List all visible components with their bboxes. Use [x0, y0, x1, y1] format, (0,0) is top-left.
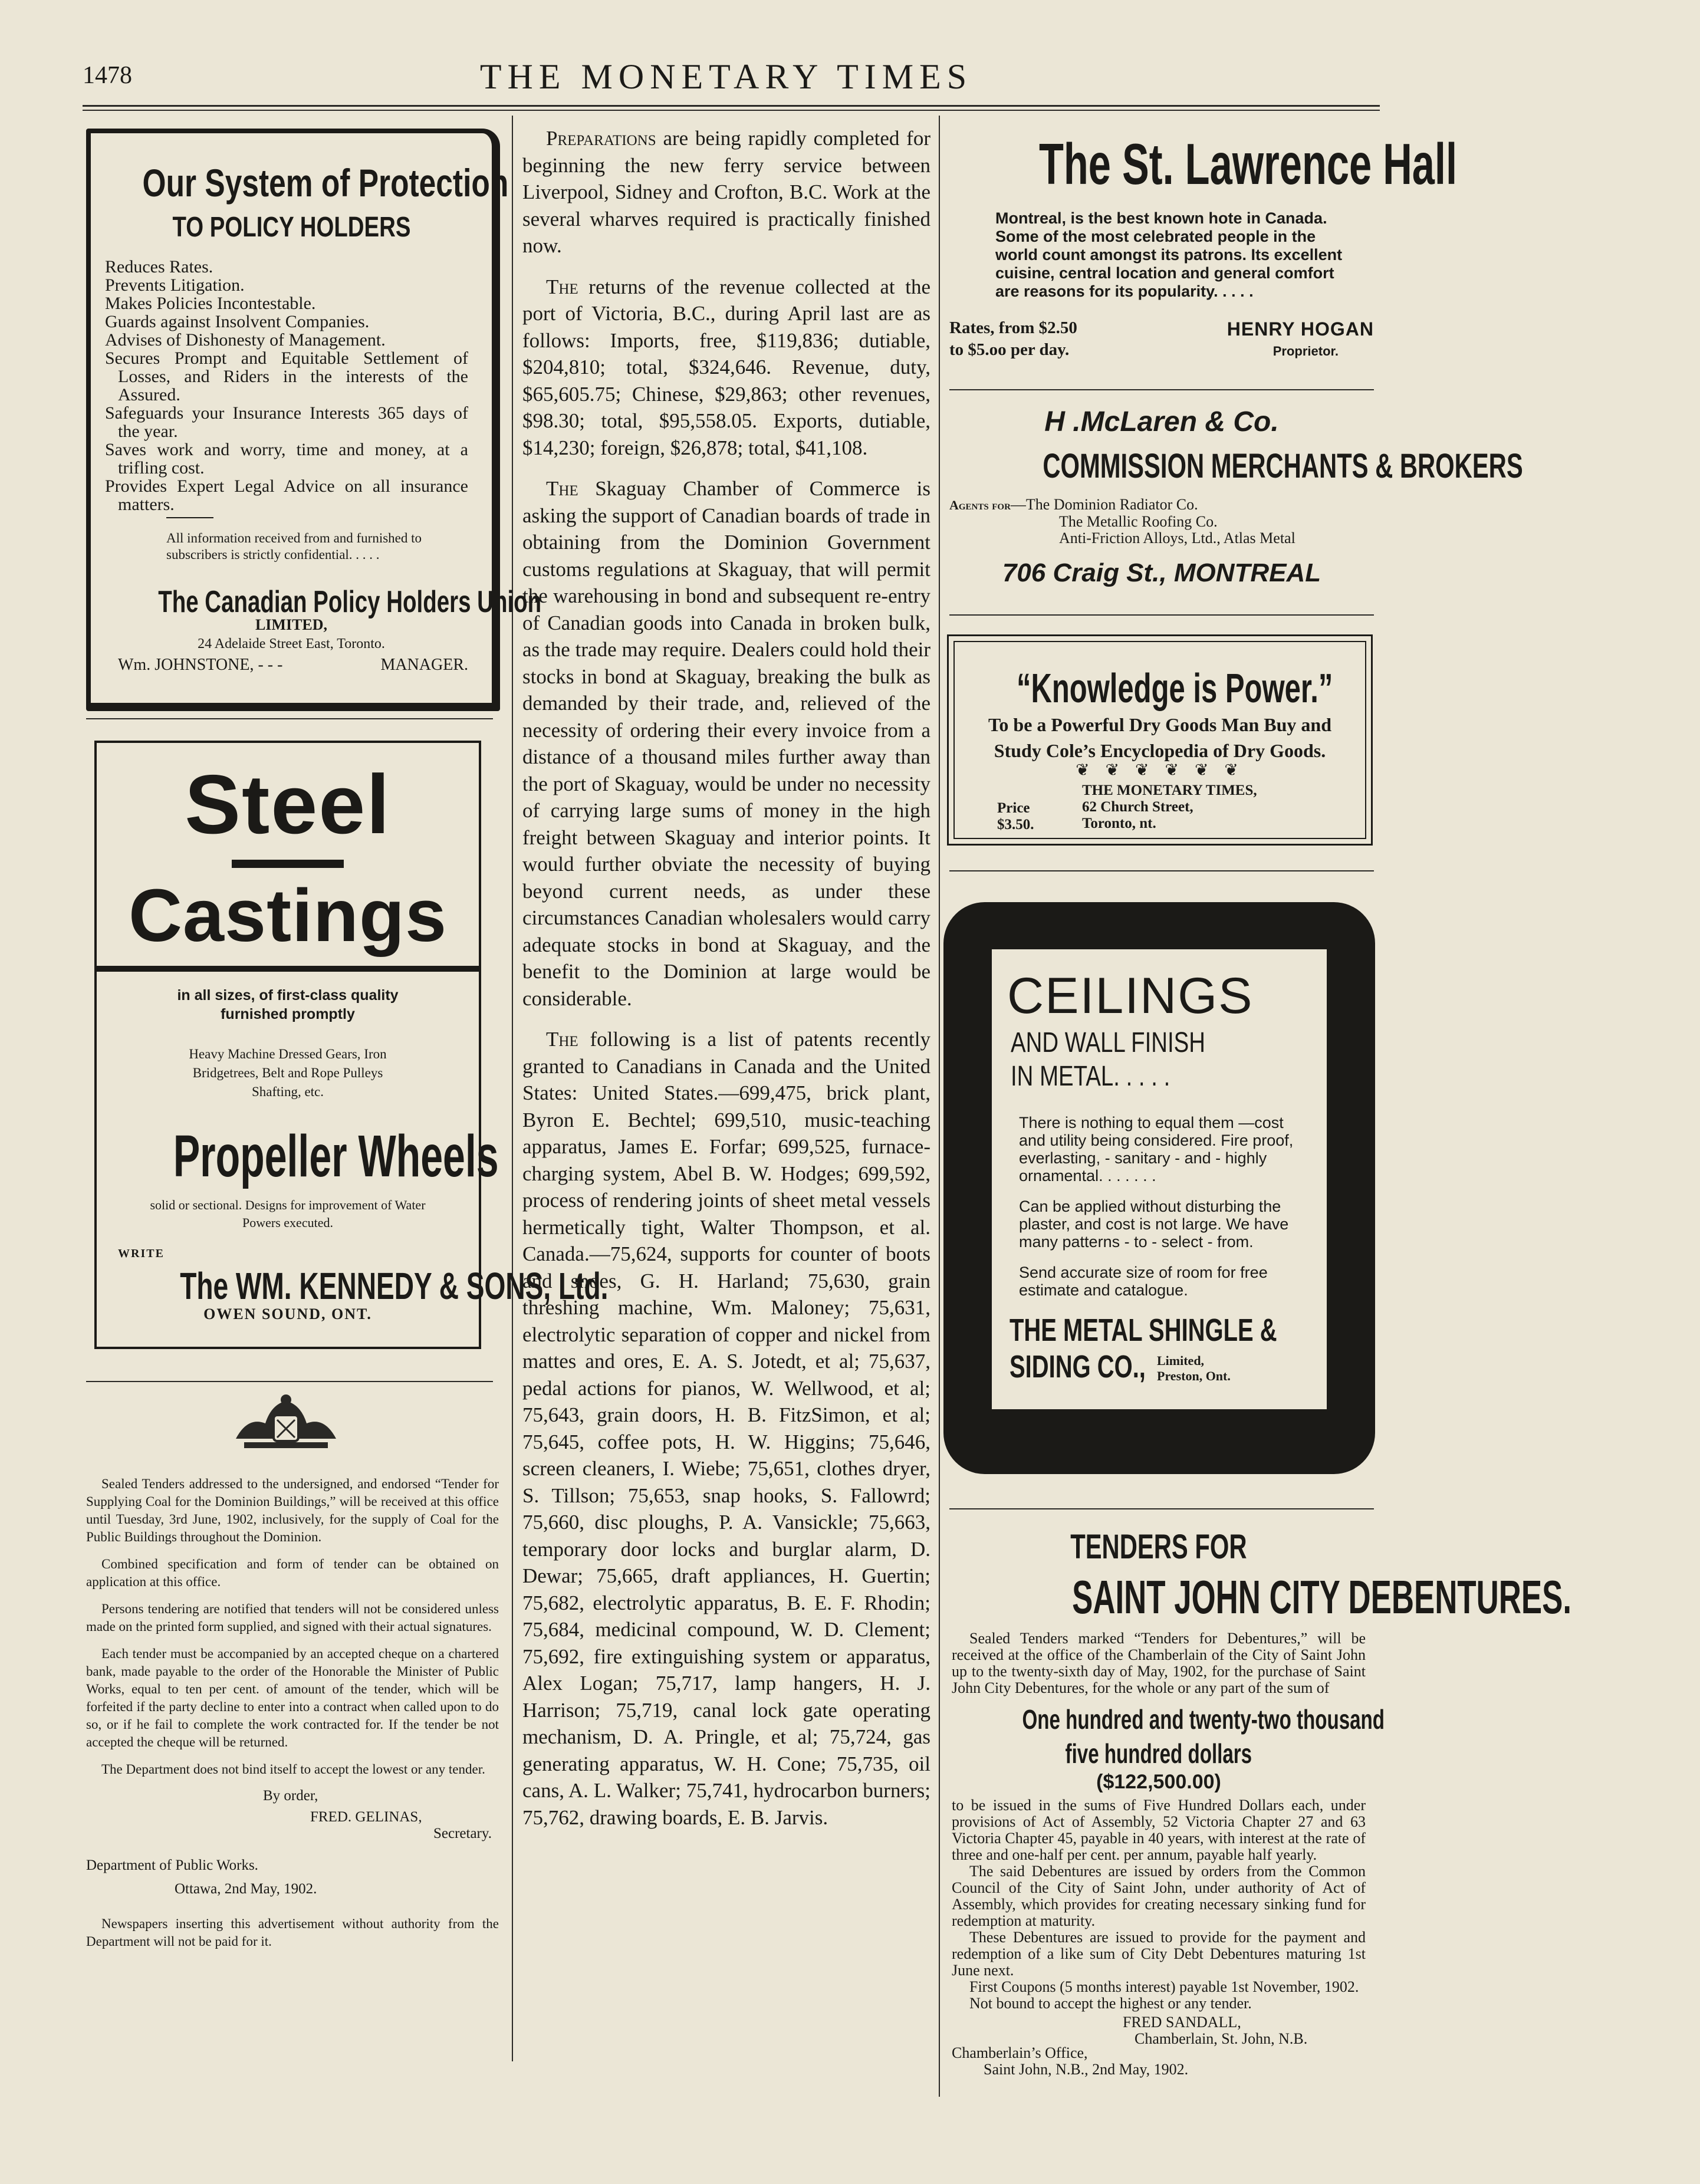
ad-mclaren-agent: —The Dominion Radiator Co. [1010, 496, 1198, 513]
ad-hall-owner-title: Proprietor. [1272, 344, 1339, 358]
ad-debentures-amount3: ($122,500.00) [1096, 1771, 1221, 1793]
masthead-title: THE MONETARY TIMES [479, 57, 973, 96]
ad-ceilings-company1: THE METAL SHINGLE & [1010, 1313, 1277, 1348]
ad-protection-address: 24 Adelaide Street East, Toronto. [198, 636, 385, 652]
ad-ceilings-sub2: IN METAL. . . . . [1011, 1061, 1170, 1092]
lead-word: The [546, 477, 578, 500]
ad-protection-limited: LIMITED, [255, 616, 328, 633]
ad-debentures-p2: to be issued in the sums of Five Hundred Dollars each, under provisions of Act of Assembly, 52 Victoria Chapter 27 and 63 Victoria Chapter 45, payable in 40 years, with interest at the rate of three and one-half per cent. per annum, payable half yearly. [952, 1797, 1366, 1863]
ad-protection-company: The Canadian Policy Holders Union [158, 585, 542, 619]
header-rule-bottom [83, 110, 1380, 111]
ad-steel-products2: solid or sectional. Designs for improvement of Water Powers executed. [150, 1198, 426, 1230]
notice-footer: Newspapers inserting this advertisement without authority from the Department will not be paid for it. [86, 1916, 499, 1949]
list-item: Provides Expert Legal Advice on all insurance matters. [105, 476, 468, 514]
notice-paragraph: Persons tendering are notified that tenders will not be considered unless made on the printed form supplied, and signed with their actual signatures. [86, 1601, 499, 1634]
ad-mclaren-tagline: COMMISSION MERCHANTS & BROKERS [1043, 447, 1523, 485]
column-divider-left [512, 116, 513, 2061]
ad-knowledge-price: $3.50. [997, 817, 1034, 833]
ad-debentures-p4: These Debentures are issued to provide for the payment and redemption of a like sum of City Debt Debentures maturing 1st June next. [952, 1929, 1366, 1979]
paragraph-text: following is a list of patents recently granted to Canadians in Canada and the United States: United States.—699,475, brick plant, Byron E. Bechtel; 699,510, music-teaching apparatus, James E. Forfar; 699,525, furnace-charging system, Abel B. W. Hodges; 699,592, process of rendering joints of sheet metal vessels hermetically tight, Walter Thompson, et al. Canada.—75,624, supports for counter of boots and shoes, G. H. Harland; 75,630, grain threshing machine, Wm. Maloney; 75,631, electrolytic separation of copper and nickel from mattes and ores, E. A. S. Jotedt, et al; 75,637, pedal actions for pianos, W. Wellwood, et al; 75,643, grain doors, H. B. FitzSimon, et al; 75,645, coffee pots, H. W. Higgins; 75,646, screen cleaners, I. Wiebe; 75,651, clothes dryer, S. Tillson; 75,653, snap hooks, S. Fallowrd; 75,660, disc ploughs, P. A. Vansickle; 75,663, temporary door locks and burglar alarm, D. Dewar; 75,665, draft appliances, H. Guertin; 75,682, electrolytic apparatus, B. E. F. Rhodin; 75,684, medicinal compound, W. D. Clement; 75,692, fire extinguishing system or apparatus, Alex Logan; 75,717, lamp hangers, H. J. Harrison; 75,719, canal lock gate operating mechanism, D. A. Pringle, et al; 75,724, gas generating apparatus, W. H. Cone; 75,735, oil cans, A. L. Walker; 75,741, hydrocarbon burners; 75,762, drawing boards, E. B. Jarvis. [522, 1028, 930, 1829]
notice-by-order: By order, [263, 1788, 318, 1804]
notice-paragraph: Sealed Tenders addressed to the undersigned, and endorsed “Tender for Supplying Coal for the Dominion Buildings,” will be received at this office until Tuesday, 3rd June, 1902, inclusively, for the supply of Coal for the Public Buildings throughout the Dominion. [86, 1476, 499, 1544]
ad-ceilings-p2: Can be applied without disturbing the plaster, and cost is not large. We have many patterns - to - select - from. [1019, 1198, 1289, 1251]
ad-hall-body: Montreal, is the best known hote in Canada. Some of the most celebrated people in the world count amongst its patrons. Its excellent cuisine, central location and general comfort are reasons for its popularity. . . . . [995, 209, 1343, 300]
coat-of-arms-icon [224, 1393, 348, 1452]
page-number: 1478 [83, 62, 132, 89]
ad-mclaren-agent: Anti-Friction Alloys, Ltd., Atlas Metal [1059, 529, 1295, 547]
ad-debentures-amount1: One hundred and twenty-two thousand [1022, 1704, 1385, 1735]
ad-mclaren-agents-label: Agents for [949, 498, 1011, 512]
ad-protection-note: All information received from and furnished to subscribers is strictly confidential. . . . . [166, 531, 422, 562]
ad-protection-heading: Our System of Protection [142, 161, 509, 205]
ad-mclaren-agent: The Metallic Roofing Co. [1059, 513, 1218, 530]
ad-steel-write: WRITE [118, 1247, 165, 1260]
ad-knowledge-publisher: THE MONETARY TIMES, [1082, 782, 1257, 798]
rule-left-1 [86, 718, 493, 719]
ad-debentures-signatory-title: Chamberlain, St. John, N.B. [1135, 2030, 1308, 2047]
ad-policy-holders-union [86, 129, 542, 711]
ad-hall-owner: HENRY HOGAN [1227, 318, 1374, 340]
rule-left-2 [86, 1381, 493, 1382]
list-item: Reduces Rates. [105, 257, 213, 277]
ad-debentures-p1: Sealed Tenders marked “Tenders for Debentures,” will be received at the office of the Chamberlain of the City of Saint John up to the twenty-sixth day of May, 1902, for the purchase of Saint John City Debentures, for the whole or any part of the sum of [952, 1630, 1366, 1696]
article-paragraph-ferry [522, 125, 930, 259]
paragraph-text: returns of the revenue collected at the port of Victoria, B.C., during April last are as follows: Imports, free, $119,836; dutiable, $204,810; total, $324,646. Revenue, duty, $65,605.75; Chinese, $29,863; other revenues, $98.30; total, $95,558.05. Exports, dutiable, $14,230; foreign, $26,878; total, $41,108. [522, 275, 930, 459]
ad-debentures-p6: Not bound to accept the highest or any tender. [969, 1995, 1252, 2012]
ad-hall-rates1: Rates, from $2.50 [949, 318, 1077, 337]
ad-st-lawrence-hall [949, 131, 1458, 360]
ad-ceilings-company2: SIDING CO., [1010, 1349, 1146, 1384]
ad-ceilings [943, 902, 1375, 1474]
ad-knowledge-title: “Knowledge is Power.” [1016, 665, 1333, 711]
rule-right-1 [949, 389, 1374, 390]
ad-debentures-p5: First Coupons (5 months interest) payable 1st November, 1902. [969, 1978, 1359, 1995]
ad-knowledge-street: 62 Church Street, [1082, 799, 1193, 815]
column-divider-right [939, 116, 940, 2097]
article-paragraph-patents [522, 1026, 930, 1831]
ad-steel-tagline: in all sizes, of first-class quality furnished promptly [177, 987, 399, 1022]
article-paragraph-skaguay [522, 475, 930, 1012]
ad-protection-manager-name: Wm. JOHNSTONE, - - - [118, 656, 283, 674]
ad-knowledge-city: Toronto, nt. [1082, 815, 1156, 831]
article-paragraph-revenue [522, 274, 930, 462]
ad-debentures-date: Saint John, N.B., 2nd May, 1902. [984, 2061, 1189, 2078]
rule-right-3 [949, 870, 1374, 871]
ad-knowledge-price-label: Price [997, 800, 1030, 816]
ad-debentures-signatory: FRED SANDALL, [1123, 2014, 1241, 2031]
ad-debentures-office: Chamberlain’s Office, [952, 2044, 1088, 2061]
lead-word: Preparations [546, 127, 656, 150]
ad-ceilings-p1: There is nothing to equal them —cost and utility being considered. Fire proof, everlasting, - sanitary - and - highly ornamental. . . . . . . [1019, 1114, 1294, 1185]
rule-right-2 [949, 614, 1374, 616]
notice-paragraph: The Department does not bind itself to accept the lowest or any tender. [101, 1762, 485, 1777]
ad-debentures-heading2: SAINT JOHN CITY DEBENTURES. [1072, 1571, 1571, 1623]
ad-debentures-heading1: TENDERS FOR [1070, 1528, 1247, 1566]
paragraph-text: Skaguay Chamber of Commerce is asking the support of Canadian boards of trade in obtaining from the Dominion Government customs regulations at Skaguay, that will permit the warehousing in bond and subsequent re-entry of Canadian goods into Canada in broken bulk, as the trade may require. Dealers could hold their stocks in bond at Skaguay, breaking the bulk as demanded by their trade, and, relieved of the necessity of ordering their every invoice from a distance of a thousand miles further away than the port of Skaguay, would be under no necessity of carrying large sums of money in the high freight between Skaguay and interior points. It would further obviate the necessity of buying beyond current needs, as under these circumstances Canadian wholesalers would carry adequate stocks in bond at Skaguay, and the benefit to the Dominion at large would be considerable. [522, 477, 930, 1010]
ad-hall-rates2: to $5.oo per day. [949, 340, 1070, 359]
ad-steel-castings [94, 741, 609, 1349]
ad-ceilings-sub1: AND WALL FINISH [1011, 1027, 1205, 1058]
ad-steel-line1: Steel [185, 758, 391, 851]
notice-paragraph: Combined specification and form of tender can be obtained on application at this office. [86, 1557, 499, 1589]
ad-mclaren-name: H .McLaren & Co. [1044, 406, 1279, 438]
ad-knowledge-body: To be a Powerful Dry Goods Man Buy and Study Cole’s Encyclopedia of Dry Goods. [988, 714, 1331, 761]
notice-date: Ottawa, 2nd May, 1902. [175, 1881, 317, 1897]
list-item: Guards against Insolvent Companies. [105, 312, 370, 331]
ad-ceilings-p3: Send accurate size of room for free estimate and catalogue. [1019, 1264, 1268, 1299]
notice-signatory: FRED. GELINAS, [310, 1809, 422, 1825]
list-item: Makes Policies Incontestable. [105, 294, 316, 313]
notice-signatory-title: Secretary. [433, 1826, 492, 1841]
ad-knowledge-ornaments: ❦ ❦ ❦ ❦ ❦ ❦ [1076, 761, 1244, 779]
notice-department: Department of Public Works. [86, 1857, 258, 1873]
ad-ceilings-city: Preston, Ont. [1157, 1369, 1231, 1383]
list-item: Saves work and worry, time and money, at a trifling cost. [105, 440, 468, 478]
notice-paragraph: Each tender must be accompanied by an accepted cheque on a chartered bank, made payable to the order of the Honorable the Minister of Public Works, equal to ten per cent. of amount of the tender, which will be forfeited if the party decline to enter into a contract when called upon to do so, or if he fail to complete the work contracted for. If the tender be not accepted the cheque will be returned. [86, 1646, 499, 1749]
lead-word: The [546, 1028, 578, 1051]
ad-hall-title: The St. Lawrence Hall [1038, 131, 1458, 196]
ad-protection-subheading: TO POLICY HOLDERS [172, 212, 410, 243]
ad-steel-location: OWEN SOUND, ONT. [203, 1305, 372, 1323]
ad-ceilings-title: CEILINGS [1007, 968, 1254, 1024]
ad-debentures-amount2: five hundred dollars [1065, 1738, 1252, 1769]
ad-steel-line2: Castings [128, 874, 448, 957]
ad-protection-manager-title: MANAGER. [380, 656, 468, 674]
ad-steel-bar [232, 860, 344, 868]
list-item: Safeguards your Insurance Interests 365 days of the year. [105, 403, 468, 441]
ad-mclaren-address: 706 Craig St., MONTREAL [1002, 558, 1321, 587]
article-column [522, 125, 930, 1845]
coal-tender-notice [86, 1475, 499, 1960]
list-item: Advises of Dishonesty of Management. [105, 330, 386, 350]
ad-debentures-p3: The said Debentures are issued by orders from the Common Council of the City of Saint John, under authority of Act of Assembly, which provides for creating necessary sinking fund for redemption at maturity. [952, 1863, 1366, 1929]
ad-debentures-tender [943, 1527, 1571, 2078]
lead-word: The [546, 275, 578, 298]
ad-steel-company: The WM. KENNEDY & SONS, Ltd. [180, 1265, 609, 1307]
list-item: Prevents Litigation. [105, 275, 245, 295]
ad-mclaren [949, 406, 1523, 588]
header-rule-top [83, 105, 1380, 107]
ad-ceilings-limited: Limited, [1157, 1353, 1205, 1368]
paragraph-text: are being rapidly completed for beginning the new ferry service between Liverpool, Sidney and Crofton, B.C. Work at the several wharves required is practically finished now. [522, 127, 930, 257]
ad-steel-rule [97, 966, 479, 972]
rule-right-4 [949, 1508, 1374, 1509]
ad-steel-products: Heavy Machine Dressed Gears, Iron Bridgetrees, Belt and Rope Pulleys Shafting, etc. [189, 1047, 387, 1099]
ad-knowledge-is-power [947, 634, 1373, 846]
list-item: Secures Prompt and Equitable Settlement of Losses, and Riders in the interests of the Assured. [105, 348, 468, 404]
ad-steel-heading2: Propeller Wheels [173, 1123, 499, 1189]
ad-protection-list [91, 258, 492, 514]
ad-ceilings-inner [992, 949, 1327, 1409]
